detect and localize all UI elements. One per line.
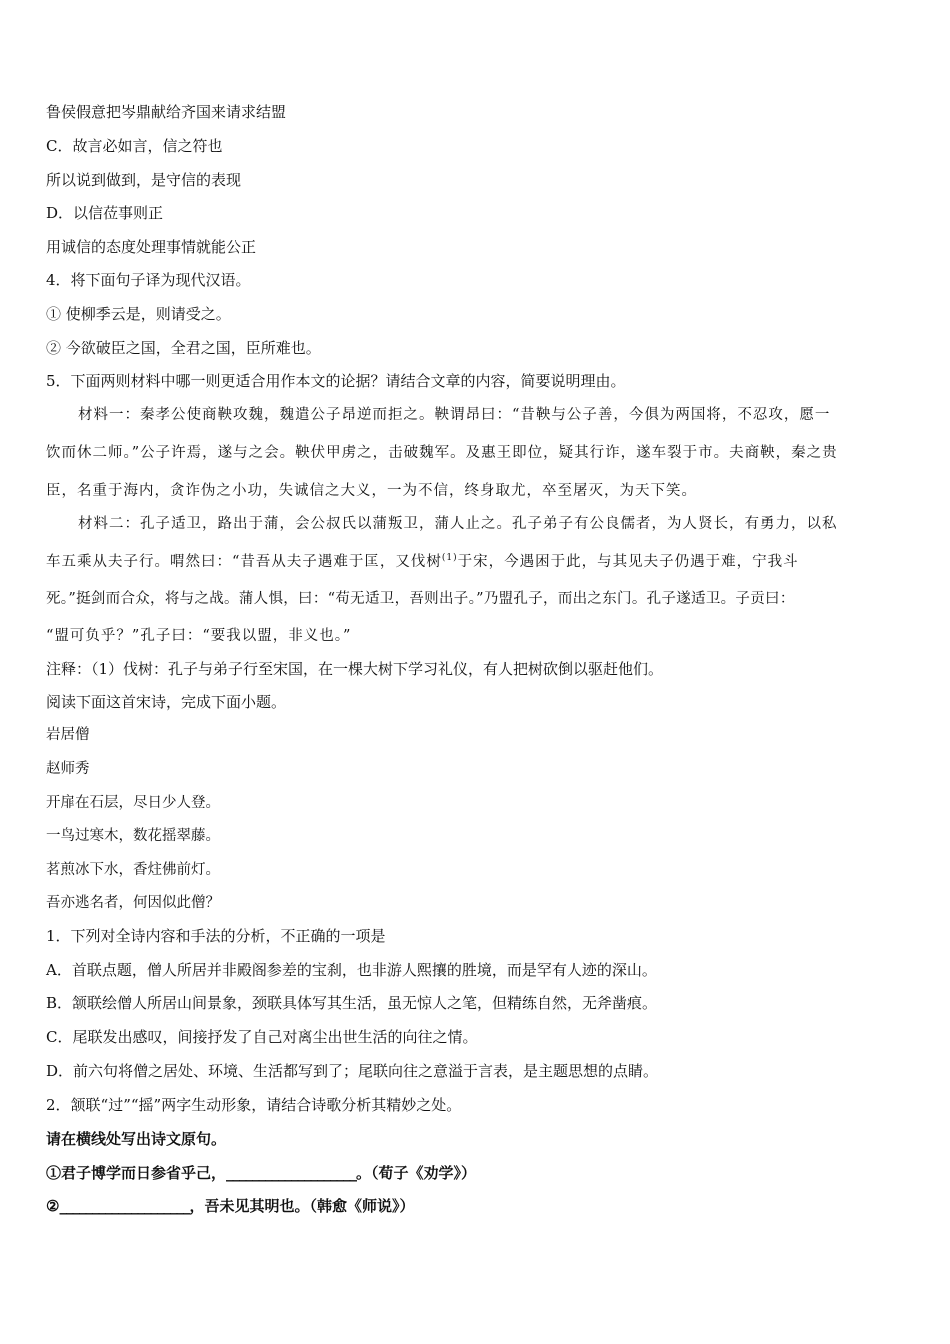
poem-option-d: D．前六句将僧之居处、环境、生活都写到了；尾联向往之意溢于言表，是主题思想的点睛。 [46, 1062, 659, 1080]
text-line: 用诚信的态度处理事情就能公正 [46, 238, 257, 256]
text-line: 鲁侯假意把岑鼎献给齐国来请求结盟 [46, 103, 287, 121]
fill-in-text: ② [46, 1197, 60, 1215]
poem-line-4: 吾亦逃名者，何因似此僧？ [46, 895, 220, 911]
question-4-item-2: ② 今欲破臣之国，全君之国，臣所难也。 [46, 339, 321, 357]
fill-in-item-2 [46, 1195, 414, 1217]
fill-in-title: 请在横线处写出诗文原句。 [46, 1130, 227, 1148]
poem-option-b: B．颔联绘僧人所居山间景象，颈联具体写其生活，虽无惊人之笔，但精练自然，无斧凿痕。 [46, 994, 658, 1012]
text-line: 所以说到做到，是守信的表现 [46, 171, 242, 189]
poem-option-a: A．首联点题，僧人所居并非殿阁参差的宝刹，也非游人熙攘的胜境，而是罕有人迹的深山。 [46, 961, 657, 979]
material-1-line-3: 臣，名重于海内，贪诈伪之小功，失诚信之大义，一为不信，终身取尤，卒至屠灭，为天下笑。 [46, 483, 697, 499]
question-4-item-1: ① 使柳季云是，则请受之。 [46, 305, 231, 323]
poem-line-2: 一鸟过寒木，数花摇翠藤。 [46, 828, 220, 844]
material-2-text: 于宋，今遇困于此，与其见夫子仍遇于难，宁我斗 [457, 554, 799, 570]
question-5: 5．下面两则材料中哪一则更适合用作本文的论据？请结合文章的内容，简要说明理由。 [46, 372, 626, 390]
material-2-line-1: 材料二：孔子适卫，路出于蒲，会公叔氏以蒲叛卫，蒲人止之。孔子弟子有公良儒者，为人贤长，有勇力，以私 [78, 516, 838, 532]
material-2-line-2 [46, 551, 799, 573]
reading-instruction: 阅读下面这首宋诗，完成下面小题。 [46, 693, 287, 711]
option-d: D．以信莅事则正 [46, 204, 164, 222]
poem-question-2: 2．颔联“过”“摇”两字生动形象，请结合诗歌分析其精妙之处。 [46, 1096, 462, 1114]
option-c: C．故言必如言，信之符也 [46, 137, 223, 155]
material-2-line-3: 死。”挺剑而合众，将与之战。蒲人惧，曰：“苟无适卫，吾则出子。”乃盟孔子，而出之东门。孔子遂适卫。子贡曰： [46, 591, 795, 607]
material-1-line-1: 材料一：秦孝公使商鞅攻魏，魏遣公子昂逆而拒之。鞅谓昂曰：“昔鞅与公子善，今俱为两国将，不忍攻，愿一 [78, 407, 831, 423]
material-1-line-2: 饮而休二师。”公子许焉，遂与之会。鞅伏甲虏之，击破魏军。及惠王即位，疑其行诈，遂车裂于市。夫商鞅，秦之贵 [46, 445, 838, 461]
question-4: 4．将下面句子译为现代汉语。 [46, 271, 251, 289]
fill-in-text: ①君子博学而日参省乎己， [46, 1164, 227, 1182]
poem-title: 岩居僧 [46, 727, 90, 743]
material-2-line-4: “盟可负乎？”孔子曰：“要我以盟，非义也。” [46, 628, 352, 644]
poem-line-1: 开扉在石层，尽日少人登。 [46, 795, 220, 811]
footnote: 注释：（1）伐树：孔子与弟子行至宋国，在一棵大树下学习礼仪，有人把树砍倒以驱赶他们。 [46, 660, 664, 678]
poem-author: 赵师秀 [46, 761, 90, 777]
answer-blank: ____________________ [59, 1197, 190, 1215]
answer-blank: ____________________ [226, 1164, 357, 1182]
fill-in-source: ，吾未见其明也。（韩愈《师说》） [189, 1197, 415, 1215]
poem-question-1: 1．下列对全诗内容和手法的分析，不正确的一项是 [46, 927, 386, 945]
footnote-marker: (1) [441, 553, 458, 564]
material-2-text: 车五乘从夫子行。喟然曰：“昔吾从夫子遇难于匡，又伐树 [46, 554, 442, 570]
poem-line-3: 茗煎冰下水，香炷佛前灯。 [46, 862, 220, 878]
fill-in-item-1 [46, 1162, 476, 1184]
poem-option-c: C．尾联发出感叹，间接抒发了自己对离尘出世生活的向往之情。 [46, 1028, 478, 1046]
fill-in-source: 。（荀子《劝学》） [356, 1164, 477, 1182]
